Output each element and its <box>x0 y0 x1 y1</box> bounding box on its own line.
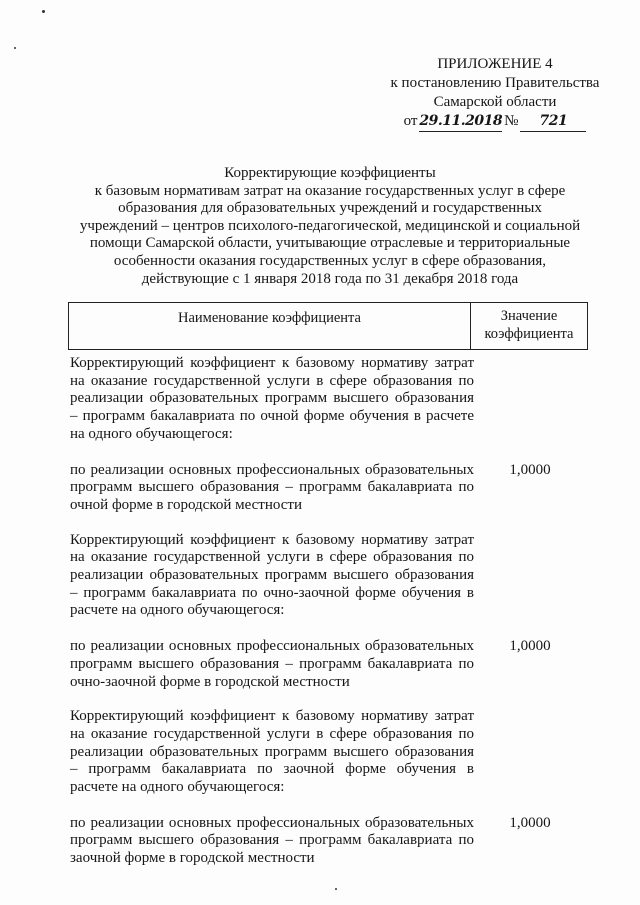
coefficient-value <box>474 708 586 797</box>
title-line: действующие с 1 января 2018 года по 31 декабря 2018 года <box>141 270 519 287</box>
scan-speck <box>14 47 16 49</box>
title-line: особенности оказания государственных услуг в сфере образования, <box>113 252 547 269</box>
scan-speck <box>335 888 337 890</box>
coefficient-name: по реализации основных профессиональных образовательных программ высшего образования – программ бакалавриата по очно-заочной форме в городской местности <box>70 638 474 690</box>
coefficient-name: по реализации основных профессиональных образовательных программ высшего образования – программ бакалавриата по очной форме в городской местности <box>70 461 474 513</box>
coefficient-item-row <box>70 462 586 515</box>
appendix-line-region: Самарской области <box>433 94 557 110</box>
handwritten-number: 721 <box>520 112 586 132</box>
coefficient-group-row <box>70 708 586 797</box>
coefficient-group-row <box>70 532 586 621</box>
header-value <box>471 303 587 349</box>
title-line: учреждений – центров психолого-педагогической, медицинской и социальной <box>79 217 581 234</box>
coefficient-value <box>474 532 586 621</box>
title-line: помощи Самарской области, учитывающие отраслевые и территориальные <box>89 235 571 252</box>
table-header <box>68 302 588 350</box>
coefficient-item-row <box>70 815 586 868</box>
coefficient-value: 1,0000 <box>509 638 551 655</box>
header-value-line2: коэффициента <box>484 326 574 342</box>
appendix-block <box>380 55 610 132</box>
handwritten-date: 29.11.2018 <box>419 112 502 132</box>
coefficient-name: Корректирующий коэффициент к базовому нормативу затрат на оказание государственной услуги в сфере образования по реализации образовательных программ высшего образования – программ бакалавриата по очно-заочной форме обучения в расчете на одного обучающегося: <box>70 531 474 619</box>
number-prefix: № <box>504 113 519 129</box>
scan-speck <box>42 10 45 13</box>
date-prefix: от <box>403 113 418 129</box>
title-line: образования для образовательных учреждений и государственных <box>118 200 542 217</box>
appendix-label: ПРИЛОЖЕНИЕ 4 <box>437 56 553 72</box>
header-value-line1: Значение <box>500 308 558 324</box>
appendix-line-resolution: к постановлению Правительства <box>390 75 600 91</box>
coefficient-name: по реализации основных профессиональных образовательных программ высшего образования – программ бакалавриата по заочной форме в городской местности <box>70 814 474 867</box>
coefficient-value: 1,0000 <box>509 461 551 478</box>
coefficient-name: Корректирующий коэффициент к базовому нормативу затрат на оказание государственной услуги в сфере образования по реализации образовательных программ высшего образования – программ бакалавриата по заочной форме обучения в расчете на одного обучающегося: <box>70 708 474 796</box>
document-title <box>70 165 590 288</box>
coefficient-item-row <box>70 638 586 691</box>
coefficient-name: Корректирующий коэффициент к базовому нормативу затрат на оказание государственной услуги в сфере образования по реализации образовательных программ высшего образования – программ бакалавриата по очной форме обучения в расчете на одного обучающегося: <box>70 355 474 442</box>
coefficient-table-body <box>70 355 586 885</box>
header-name: Наименование коэффициента <box>69 303 471 349</box>
title-line: Корректирующие коэффициенты <box>224 165 436 181</box>
coefficient-value: 1,0000 <box>509 814 551 831</box>
appendix-date-number <box>380 112 610 132</box>
coefficient-value <box>474 355 586 444</box>
coefficient-group-row <box>70 355 586 444</box>
title-line: к базовым нормативам затрат на оказание государственных услуг в сфере <box>94 182 566 199</box>
